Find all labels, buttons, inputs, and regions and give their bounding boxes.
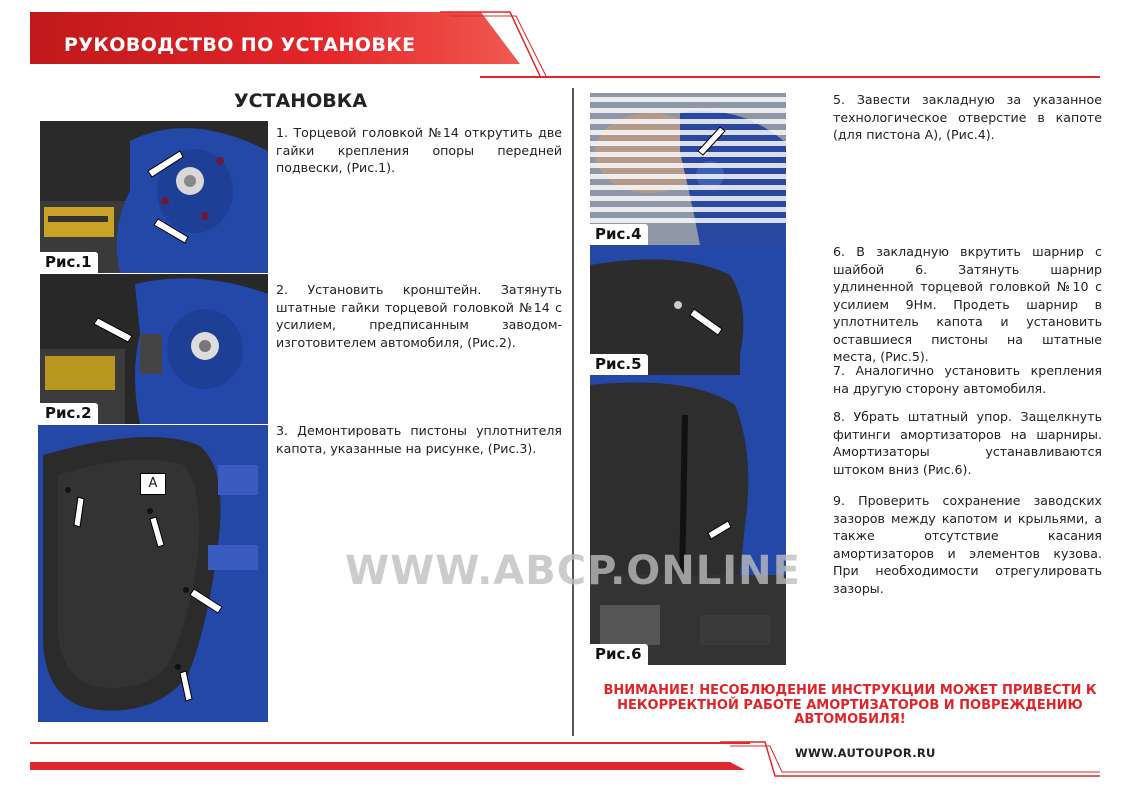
step-7-text: 7. Аналогично установить крепления на другую сторону автомобиля. bbox=[833, 363, 1102, 396]
watermark: WWW.ABCP.ONLINE bbox=[345, 548, 801, 594]
step-1-text: 1. Торцевой головкой №14 открутить две гайки крепления опоры передней подвески, (Рис.1). bbox=[276, 125, 562, 175]
footer-website[interactable]: WWW.AUTOUPOR.RU bbox=[795, 746, 936, 760]
step-6-text: 6. В закладную вкрутить шарнир с шайбой 6. Затянуть шарнир удлиненной торцевой головкой №10 с усилием 9Нм. Продеть шарнир в уплотнитель капота и установить оставшиеся пистоны на штатные места, (Рис.5). bbox=[833, 244, 1102, 364]
section-title: УСТАНОВКА bbox=[234, 90, 368, 112]
header-rule bbox=[480, 76, 1100, 78]
figure-4-photo bbox=[590, 93, 786, 245]
figure-4-caption: Рис.4 bbox=[590, 224, 648, 245]
warning-text: ВНИМАНИЕ! НЕСОБЛЮДЕНИЕ ИНСТРУКЦИИ МОЖЕТ ПРИВЕСТИ К НЕКОРРЕКТНОЙ РАБОТЕ АМОРТИЗАТОРОВ И ПОВРЕЖДЕНИЮ АВТОМОБИЛЯ! bbox=[603, 683, 1097, 727]
figure-3-photo bbox=[38, 425, 268, 722]
page-title: РУКОВОДСТВО ПО УСТАНОВКЕ bbox=[64, 34, 416, 56]
figure-1-photo bbox=[40, 121, 268, 273]
figure-3-marker-a: A bbox=[140, 473, 166, 495]
figure-6-photo bbox=[590, 375, 786, 665]
figure-5-caption: Рис.5 bbox=[590, 354, 648, 375]
header-stripes bbox=[440, 10, 560, 80]
step-5-text: 5. Завести закладную за указанное технологическое отверстие в капоте (для пистона А), (Рис.4). bbox=[833, 92, 1102, 142]
footer-stripes bbox=[30, 740, 1110, 780]
figure-1-caption: Рис.1 bbox=[40, 252, 98, 273]
figure-6-caption: Рис.6 bbox=[590, 644, 648, 665]
figure-2-caption: Рис.2 bbox=[40, 403, 98, 424]
step-9-text: 9. Проверить сохранение заводских зазоров между капотом и крыльями, а также отсутствие касания амортизаторов и элементов кузова. При необходимости отрегулировать зазоры. bbox=[833, 493, 1102, 596]
step-2-text: 2. Установить кронштейн. Затянуть штатные гайки торцевой головкой №14 с усилием, предписанным заводом-изготовителем автомобиля, (Рис.2). bbox=[276, 282, 562, 350]
figure-2-photo bbox=[40, 274, 268, 424]
column-divider bbox=[572, 88, 574, 736]
figure-5-photo bbox=[590, 245, 786, 375]
step-8-text: 8. Убрать штатный упор. Защелкнуть фитинги амортизаторов на шарниры. Амортизаторы устанавливаются штоком вниз (Рис.6). bbox=[833, 409, 1102, 477]
step-3-text: 3. Демонтировать пистоны уплотнителя капота, указанные на рисунке, (Рис.3). bbox=[276, 423, 562, 456]
